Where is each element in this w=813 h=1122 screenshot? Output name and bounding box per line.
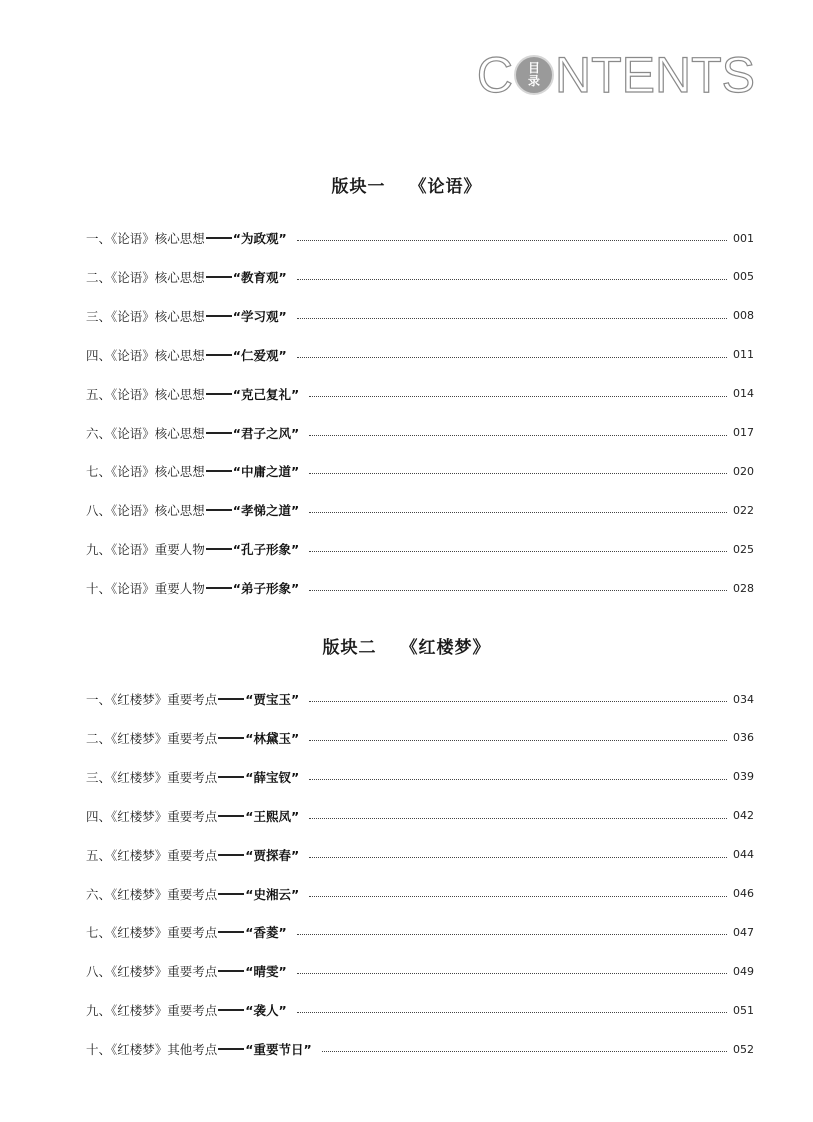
toc-entry-topic: “袭人” bbox=[245, 1003, 287, 1019]
toc-entry[interactable] bbox=[86, 579, 754, 597]
toc-entry-page-number: 034 bbox=[733, 692, 754, 706]
toc-entry-page-number: 005 bbox=[733, 270, 754, 284]
toc-entry-topic: “克己复礼” bbox=[232, 386, 300, 402]
toc-entry-dash bbox=[206, 587, 232, 589]
toc-entry-page-number: 025 bbox=[733, 542, 754, 556]
toc-entry[interactable] bbox=[86, 424, 754, 442]
toc-entry-page-number: 052 bbox=[733, 1042, 754, 1056]
toc-entry-leader bbox=[309, 589, 727, 591]
toc-entry-dash bbox=[218, 970, 244, 972]
section-title-label: 版块二 bbox=[322, 638, 377, 658]
toc-entry-prefix: 十、《红楼梦》其他考点 bbox=[86, 1042, 218, 1058]
section-title bbox=[0, 633, 813, 658]
toc-entry[interactable] bbox=[86, 962, 754, 980]
toc-entry-page-number: 036 bbox=[733, 731, 754, 745]
toc-entry-page-number: 022 bbox=[733, 503, 754, 517]
toc-entry-leader bbox=[309, 895, 727, 897]
toc-entry-prefix: 九、《论语》重要人物 bbox=[86, 542, 205, 558]
toc-entry-leader bbox=[309, 817, 727, 819]
toc-entry-topic: “林黛玉” bbox=[245, 730, 300, 746]
toc-entry-leader bbox=[297, 278, 727, 280]
toc-entry-dash bbox=[218, 815, 244, 817]
logo-letter: T bbox=[691, 47, 722, 103]
toc-entry-dash bbox=[218, 854, 244, 856]
toc-entry-topic: “贾宝玉” bbox=[245, 692, 300, 707]
toc-entry-page-number: 042 bbox=[733, 809, 754, 823]
toc-entry-dash bbox=[218, 776, 244, 778]
toc-entry-prefix: 八、《论语》核心思想 bbox=[86, 503, 205, 519]
toc-entry[interactable] bbox=[86, 462, 754, 480]
toc-entry-page-number: 044 bbox=[733, 848, 754, 862]
toc-entry-leader bbox=[309, 778, 727, 780]
toc-entry[interactable] bbox=[86, 846, 754, 864]
toc-entry-leader bbox=[309, 856, 727, 858]
toc-entry-topic: “孔子形象” bbox=[232, 542, 300, 558]
toc-entry-prefix: 三、《论语》核心思想 bbox=[86, 308, 205, 324]
contents-logo bbox=[476, 47, 755, 103]
toc-entry-page-number: 014 bbox=[733, 387, 754, 401]
toc-entry[interactable] bbox=[86, 346, 754, 364]
toc-entry-dash bbox=[206, 276, 232, 278]
toc-entry-leader bbox=[297, 1011, 727, 1013]
toc-entry-page-number: 001 bbox=[733, 231, 754, 245]
toc-entry[interactable] bbox=[86, 729, 754, 747]
toc-entry-topic: “仁爱观” bbox=[232, 347, 287, 363]
toc-entry-topic: “学习观” bbox=[232, 308, 287, 324]
toc-entry-leader bbox=[309, 511, 727, 513]
logo-circle bbox=[514, 55, 554, 95]
toc-entry[interactable] bbox=[86, 501, 754, 519]
toc-entry-page-number: 028 bbox=[733, 581, 754, 595]
logo-letter: N bbox=[654, 47, 692, 103]
toc-entry-dash bbox=[218, 1009, 244, 1011]
toc-entry-page-number: 017 bbox=[733, 426, 754, 439]
toc-entry[interactable] bbox=[86, 229, 754, 247]
logo-letter: E bbox=[621, 47, 655, 103]
section-title bbox=[0, 172, 813, 197]
toc-entry[interactable] bbox=[86, 885, 754, 903]
section-title-book: 《红楼梦》 bbox=[400, 638, 491, 658]
toc-entry-leader bbox=[297, 317, 727, 319]
toc-entry-dash bbox=[218, 1048, 244, 1050]
toc-entry-prefix: 一、《红楼梦》重要考点 bbox=[86, 692, 218, 707]
toc-entry-topic: “香菱” bbox=[245, 925, 287, 941]
toc-entry-dash bbox=[206, 548, 232, 550]
logo-letter: N bbox=[554, 47, 592, 103]
toc-entry-prefix: 九、《红楼梦》重要考点 bbox=[86, 1003, 218, 1019]
toc-entry-topic: “薛宝钗” bbox=[245, 769, 300, 785]
toc-entry-topic: “晴雯” bbox=[245, 964, 287, 980]
toc-entry-dash bbox=[206, 432, 232, 434]
toc-entry-topic: “孝悌之道” bbox=[232, 503, 300, 519]
toc-entry-leader bbox=[309, 472, 727, 474]
toc-entry-dash bbox=[206, 509, 232, 511]
toc-entry[interactable] bbox=[86, 923, 754, 941]
toc-entry[interactable] bbox=[86, 307, 754, 325]
toc-entry-leader bbox=[297, 933, 727, 935]
toc-entry-topic: “教育观” bbox=[232, 269, 287, 285]
toc-entry-prefix: 五、《论语》核心思想 bbox=[86, 386, 205, 402]
toc-entry-dash bbox=[218, 893, 244, 895]
toc-entry-leader bbox=[297, 972, 727, 974]
toc-entry-prefix: 六、《论语》核心思想 bbox=[86, 425, 205, 441]
logo-circle-bottom-char: 录 bbox=[527, 74, 540, 88]
toc-entry-page-number: 011 bbox=[733, 348, 754, 362]
toc-entry-dash bbox=[218, 698, 244, 700]
toc-entry-leader bbox=[309, 434, 727, 436]
toc-entry-dash bbox=[206, 470, 232, 472]
toc-entry-page-number: 020 bbox=[733, 464, 754, 478]
toc-entry[interactable] bbox=[86, 768, 754, 786]
toc-entry-leader bbox=[322, 1050, 727, 1052]
toc-entry-dash bbox=[206, 393, 232, 395]
toc-entry[interactable] bbox=[86, 1040, 754, 1058]
toc-entry-page-number: 046 bbox=[733, 887, 754, 900]
toc-entry-topic: “弟子形象” bbox=[232, 581, 300, 597]
toc-entry-prefix: 四、《红楼梦》重要考点 bbox=[86, 808, 218, 824]
toc-entry-leader bbox=[309, 550, 727, 552]
toc-entry-prefix: 二、《红楼梦》重要考点 bbox=[86, 730, 218, 746]
toc-entry-dash bbox=[206, 354, 232, 356]
toc-entry-prefix: 七、《红楼梦》重要考点 bbox=[86, 925, 218, 941]
toc-entry-page-number: 008 bbox=[733, 309, 754, 323]
toc-entry-prefix: 三、《红楼梦》重要考点 bbox=[86, 769, 218, 785]
toc-entry[interactable] bbox=[86, 1001, 754, 1019]
toc-entry-dash bbox=[206, 315, 232, 317]
toc-entry-prefix: 五、《红楼梦》重要考点 bbox=[86, 847, 218, 863]
toc-entry-page-number: 047 bbox=[733, 925, 754, 939]
toc-entry[interactable] bbox=[86, 807, 754, 825]
toc-entry-leader bbox=[309, 739, 727, 741]
toc-entry-page-number: 049 bbox=[733, 964, 754, 978]
toc-entry-prefix: 二、《论语》核心思想 bbox=[86, 269, 205, 285]
toc-entry-topic: “君子之风” bbox=[232, 425, 300, 441]
toc-entry-topic: “王熙凤” bbox=[245, 808, 300, 824]
toc-entry-dash bbox=[218, 931, 244, 933]
toc-entry-topic: “为政观” bbox=[232, 231, 287, 246]
toc-entry-topic: “重要节日” bbox=[245, 1042, 312, 1058]
toc-entry-dash bbox=[218, 737, 244, 739]
toc-entry-dash bbox=[206, 237, 232, 239]
toc-entry-topic: “中庸之道” bbox=[232, 464, 300, 480]
toc-entry-topic: “史湘云” bbox=[245, 886, 300, 902]
toc-entry[interactable] bbox=[86, 690, 754, 708]
toc-entry-prefix: 四、《论语》核心思想 bbox=[86, 347, 205, 363]
toc-entry-prefix: 七、《论语》核心思想 bbox=[86, 464, 205, 480]
toc-entry-leader bbox=[309, 700, 727, 702]
toc-entry-leader bbox=[309, 395, 727, 397]
logo-circle-top-char: 目 bbox=[527, 61, 540, 75]
toc-entry-prefix: 八、《红楼梦》重要考点 bbox=[86, 964, 218, 980]
logo-letter-c: C bbox=[476, 47, 513, 103]
section-title-label: 版块一 bbox=[331, 177, 386, 197]
toc-entry[interactable] bbox=[86, 385, 754, 403]
toc-entry-topic: “贾探春” bbox=[245, 847, 300, 863]
toc-entry-leader bbox=[297, 356, 727, 358]
toc-entry-prefix: 十、《论语》重要人物 bbox=[86, 581, 205, 597]
toc-entry[interactable] bbox=[86, 540, 754, 558]
toc-entry-prefix: 六、《红楼梦》重要考点 bbox=[86, 886, 218, 902]
logo-letter: S bbox=[721, 47, 755, 103]
toc-entry-page-number: 051 bbox=[733, 1003, 754, 1017]
toc-entry-prefix: 一、《论语》核心思想 bbox=[86, 231, 205, 246]
section-title-book: 《论语》 bbox=[409, 177, 482, 197]
toc-entry[interactable] bbox=[86, 268, 754, 286]
logo-letter: T bbox=[591, 47, 622, 103]
toc-entry-leader bbox=[297, 239, 727, 241]
toc-entry-page-number: 039 bbox=[733, 770, 754, 784]
